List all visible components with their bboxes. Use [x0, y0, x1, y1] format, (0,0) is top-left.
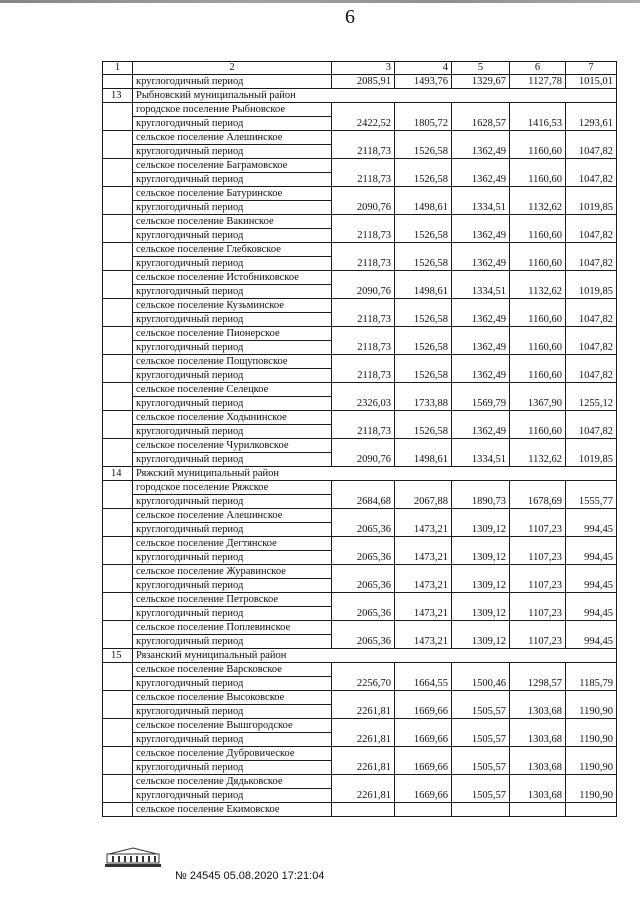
- value-cell: 2065,36: [332, 593, 395, 621]
- settlement-name-row: [103, 803, 617, 817]
- period-label: круглогодичный период: [133, 425, 332, 439]
- document-reference: № 24545 05.08.2020 17:21:04: [175, 870, 325, 882]
- value-cell: 1334,51: [452, 187, 510, 215]
- value-cell: 1526,58: [395, 159, 452, 187]
- value-cell: 1416,53: [510, 103, 566, 131]
- settlement-name-row: [103, 327, 617, 341]
- value-cell: 2326,03: [332, 383, 395, 411]
- settlement-name: сельское поселение Высоковское: [133, 691, 332, 705]
- period-label: круглогодичный период: [133, 257, 332, 271]
- page-number: 6: [345, 6, 355, 28]
- value-cell: 1362,49: [452, 411, 510, 439]
- settlement-name: сельское поселение Алешинское: [133, 131, 332, 145]
- settlement-name-row: [103, 621, 617, 635]
- settlement-name-row: [103, 439, 617, 453]
- value-cell: 2085,91: [332, 75, 395, 89]
- value-cell: 1362,49: [452, 243, 510, 271]
- district-index: 13: [103, 89, 133, 103]
- value-cell: 2261,81: [332, 747, 395, 775]
- value-cell: 1367,90: [510, 383, 566, 411]
- index-spacer: [103, 187, 133, 215]
- value-cell: 1107,23: [510, 593, 566, 621]
- value-cell: 1160,60: [510, 299, 566, 327]
- index-spacer: [103, 159, 133, 187]
- settlement-name: сельское поселение Дядьковское: [133, 775, 332, 789]
- value-cell: 1160,60: [510, 327, 566, 355]
- value-cell: 2256,70: [332, 663, 395, 691]
- index-spacer: [103, 355, 133, 383]
- period-label: круглогодичный период: [133, 495, 332, 509]
- value-cell: 1526,58: [395, 327, 452, 355]
- value-cell: 1669,66: [395, 719, 452, 747]
- district-name: Рыбновский муниципальный район: [133, 89, 617, 103]
- value-cell: 1473,21: [395, 565, 452, 593]
- district-index: 15: [103, 649, 133, 663]
- settlement-name-row: [103, 719, 617, 733]
- index-spacer: [103, 299, 133, 327]
- value-cell: 1309,12: [452, 593, 510, 621]
- index-spacer: [103, 509, 133, 537]
- settlement-name-row: [103, 509, 617, 523]
- value-cell: 1303,68: [510, 775, 566, 803]
- index-spacer: [103, 747, 133, 775]
- value-cell: 1015,01: [566, 75, 617, 89]
- settlement-name: сельское поселение Дубровическое: [133, 747, 332, 761]
- index-spacer: [103, 327, 133, 355]
- value-cell: 1362,49: [452, 131, 510, 159]
- value-cell: 1473,21: [395, 509, 452, 537]
- value-cell: 1190,90: [566, 747, 617, 775]
- value-cell: 1309,12: [452, 509, 510, 537]
- period-label: круглогодичный период: [133, 579, 332, 593]
- district-name: Ряжский муниципальный район: [133, 467, 617, 481]
- scan-edge-line: [0, 0, 640, 3]
- period-label: круглогодичный период: [133, 117, 332, 131]
- period-label: круглогодичный период: [133, 285, 332, 299]
- value-cell: 1107,23: [510, 509, 566, 537]
- district-row: [103, 467, 617, 481]
- value-cell: 1890,73: [452, 481, 510, 509]
- index-spacer: [103, 131, 133, 159]
- value-cell: 2118,73: [332, 215, 395, 243]
- settlement-name: сельское поселение Чурилковское: [133, 439, 332, 453]
- value-cell: 1500,46: [452, 663, 510, 691]
- value-cell: 1303,68: [510, 747, 566, 775]
- settlement-name: сельское поселение Варсковское: [133, 663, 332, 677]
- settlement-name-row: [103, 383, 617, 397]
- value-cell: 1362,49: [452, 299, 510, 327]
- settlement-name: сельское поселение Истобниковское: [133, 271, 332, 285]
- value-cell: 1019,85: [566, 187, 617, 215]
- value-cell: 1505,57: [452, 719, 510, 747]
- value-cell: 1669,66: [395, 691, 452, 719]
- value-cell: 1190,90: [566, 775, 617, 803]
- index-spacer: [103, 411, 133, 439]
- value-cell: 1160,60: [510, 355, 566, 383]
- value-cell: 1362,49: [452, 215, 510, 243]
- value-cell: 1329,67: [452, 75, 510, 89]
- period-label: круглогодичный период: [133, 75, 332, 89]
- value-cell: 1505,57: [452, 747, 510, 775]
- value-cell: 1160,60: [510, 411, 566, 439]
- value-cell: 1555,77: [566, 481, 617, 509]
- emblem-stamp-icon: [104, 846, 162, 868]
- value-cell: 1362,49: [452, 355, 510, 383]
- settlement-name-row: [103, 299, 617, 313]
- value-cell: 1160,60: [510, 243, 566, 271]
- index-spacer: [103, 565, 133, 593]
- settlement-name: сельское поселение Пионерское: [133, 327, 332, 341]
- value-cell: 1664,55: [395, 663, 452, 691]
- value-cell: 1498,61: [395, 187, 452, 215]
- value-cell: 1505,57: [452, 691, 510, 719]
- value-cell: 1047,82: [566, 355, 617, 383]
- index-spacer: [103, 215, 133, 243]
- period-label: круглогодичный период: [133, 201, 332, 215]
- index-spacer: [103, 803, 133, 817]
- settlement-name: городское поселение Ряжское: [133, 481, 332, 495]
- value-cell: 1678,69: [510, 481, 566, 509]
- settlement-name-row: [103, 243, 617, 257]
- value-cell: [332, 803, 395, 817]
- value-cell: 2118,73: [332, 355, 395, 383]
- settlement-name: сельское поселение Петровское: [133, 593, 332, 607]
- value-cell: 2118,73: [332, 327, 395, 355]
- index-spacer: [103, 593, 133, 621]
- value-cell: 1669,66: [395, 747, 452, 775]
- value-cell: 1733,88: [395, 383, 452, 411]
- value-cell: 1019,85: [566, 271, 617, 299]
- settlement-name-row: [103, 663, 617, 677]
- district-row: [103, 89, 617, 103]
- value-cell: 1473,21: [395, 621, 452, 649]
- value-cell: 1526,58: [395, 215, 452, 243]
- settlement-name-row: [103, 159, 617, 173]
- settlement-name: сельское поселение Ходынинское: [133, 411, 332, 425]
- value-cell: 1473,21: [395, 593, 452, 621]
- value-cell: 1362,49: [452, 327, 510, 355]
- column-header: 4: [395, 62, 452, 75]
- index-spacer: [103, 439, 133, 467]
- value-cell: 1047,82: [566, 159, 617, 187]
- settlement-name-row: [103, 775, 617, 789]
- value-cell: 2065,36: [332, 621, 395, 649]
- value-cell: 2261,81: [332, 719, 395, 747]
- settlement-name-row: [103, 131, 617, 145]
- index-spacer: [103, 383, 133, 411]
- value-cell: [566, 803, 617, 817]
- period-label: круглогодичный период: [133, 341, 332, 355]
- period-label: круглогодичный период: [133, 635, 332, 649]
- value-cell: 1362,49: [452, 159, 510, 187]
- column-header: 6: [510, 62, 566, 75]
- value-cell: 1334,51: [452, 271, 510, 299]
- period-label: круглогодичный период: [133, 733, 332, 747]
- value-cell: 1047,82: [566, 411, 617, 439]
- value-cell: 1473,21: [395, 537, 452, 565]
- value-cell: 1047,82: [566, 131, 617, 159]
- settlement-name-row: [103, 187, 617, 201]
- settlement-name: сельское поселение Вакинское: [133, 215, 332, 229]
- value-cell: 1526,58: [395, 243, 452, 271]
- settlement-name: сельское поселение Поплевинское: [133, 621, 332, 635]
- tariff-table: [102, 61, 617, 817]
- settlement-name-row: [103, 411, 617, 425]
- value-cell: 994,45: [566, 565, 617, 593]
- settlement-name: сельское поселение Пощуповское: [133, 355, 332, 369]
- period-label: круглогодичный период: [133, 705, 332, 719]
- settlement-name-row: [103, 355, 617, 369]
- value-cell: 1160,60: [510, 215, 566, 243]
- value-cell: 2065,36: [332, 565, 395, 593]
- value-cell: 1309,12: [452, 621, 510, 649]
- period-label: круглогодичный период: [133, 145, 332, 159]
- period-label: круглогодичный период: [133, 677, 332, 691]
- period-label: круглогодичный период: [133, 369, 332, 383]
- settlement-name: сельское поселение Баграмовское: [133, 159, 332, 173]
- index-spacer: [103, 481, 133, 509]
- value-cell: 1047,82: [566, 299, 617, 327]
- value-cell: 2118,73: [332, 411, 395, 439]
- settlement-name: сельское поселение Журавинское: [133, 565, 332, 579]
- value-cell: 1255,12: [566, 383, 617, 411]
- value-cell: 1303,68: [510, 719, 566, 747]
- settlement-name: сельское поселение Батуринское: [133, 187, 332, 201]
- value-cell: [395, 803, 452, 817]
- index-spacer: [103, 271, 133, 299]
- district-index: 14: [103, 467, 133, 481]
- value-cell: 1309,12: [452, 565, 510, 593]
- value-cell: 1132,62: [510, 187, 566, 215]
- table-row: [103, 75, 617, 89]
- value-cell: 1298,57: [510, 663, 566, 691]
- index-spacer: [103, 691, 133, 719]
- value-cell: 2065,36: [332, 509, 395, 537]
- value-cell: 2090,76: [332, 271, 395, 299]
- value-cell: 1526,58: [395, 355, 452, 383]
- tariff-table-body: [103, 62, 617, 817]
- value-cell: 1293,61: [566, 103, 617, 131]
- settlement-name-row: [103, 481, 617, 495]
- value-cell: 1107,23: [510, 537, 566, 565]
- column-header-row: [103, 62, 617, 75]
- column-header: 2: [133, 62, 332, 75]
- settlement-name: сельское поселение Глебковское: [133, 243, 332, 257]
- period-label: круглогодичный период: [133, 397, 332, 411]
- value-cell: 1107,23: [510, 565, 566, 593]
- settlement-name-row: [103, 565, 617, 579]
- value-cell: 1526,58: [395, 131, 452, 159]
- period-label: круглогодичный период: [133, 229, 332, 243]
- value-cell: 1132,62: [510, 439, 566, 467]
- value-cell: 2067,88: [395, 481, 452, 509]
- value-cell: 2422,52: [332, 103, 395, 131]
- value-cell: 1303,68: [510, 691, 566, 719]
- value-cell: 1669,66: [395, 775, 452, 803]
- index-spacer: [103, 537, 133, 565]
- settlement-name: городское поселение Рыбновское: [133, 103, 332, 117]
- value-cell: 2261,81: [332, 775, 395, 803]
- index-spacer: [103, 663, 133, 691]
- period-label: круглогодичный период: [133, 313, 332, 327]
- value-cell: 1498,61: [395, 271, 452, 299]
- value-cell: 1107,23: [510, 621, 566, 649]
- value-cell: 1160,60: [510, 159, 566, 187]
- index-spacer: [103, 103, 133, 131]
- value-cell: 994,45: [566, 509, 617, 537]
- value-cell: 1047,82: [566, 215, 617, 243]
- value-cell: 994,45: [566, 621, 617, 649]
- settlement-name-row: [103, 537, 617, 551]
- value-cell: 1526,58: [395, 299, 452, 327]
- period-label: круглогодичный период: [133, 789, 332, 803]
- settlement-name-row: [103, 215, 617, 229]
- settlement-name: сельское поселение Дегтянское: [133, 537, 332, 551]
- settlement-name-row: [103, 691, 617, 705]
- value-cell: 1505,57: [452, 775, 510, 803]
- settlement-name-row: [103, 747, 617, 761]
- column-header: 7: [566, 62, 617, 75]
- settlement-name: сельское поселение Кузьминское: [133, 299, 332, 313]
- value-cell: 2684,68: [332, 481, 395, 509]
- value-cell: 1047,82: [566, 243, 617, 271]
- index-spacer: [103, 621, 133, 649]
- value-cell: 1498,61: [395, 439, 452, 467]
- period-label: круглогодичный период: [133, 453, 332, 467]
- column-header: 3: [332, 62, 395, 75]
- value-cell: 1805,72: [395, 103, 452, 131]
- value-cell: 1019,85: [566, 439, 617, 467]
- value-cell: 1190,90: [566, 691, 617, 719]
- value-cell: 2065,36: [332, 537, 395, 565]
- period-label: круглогодичный период: [133, 173, 332, 187]
- value-cell: 2090,76: [332, 439, 395, 467]
- settlement-name-row: [103, 271, 617, 285]
- index-spacer: [103, 719, 133, 747]
- value-cell: 1526,58: [395, 411, 452, 439]
- settlement-name: сельское поселение Вышгородское: [133, 719, 332, 733]
- index-spacer: [103, 243, 133, 271]
- district-row: [103, 649, 617, 663]
- value-cell: 2118,73: [332, 159, 395, 187]
- settlement-name: сельское поселение Селецкое: [133, 383, 332, 397]
- value-cell: [452, 803, 510, 817]
- value-cell: 2118,73: [332, 131, 395, 159]
- value-cell: 1334,51: [452, 439, 510, 467]
- column-header: 5: [452, 62, 510, 75]
- value-cell: 2118,73: [332, 243, 395, 271]
- period-label: круглогодичный период: [133, 523, 332, 537]
- value-cell: 1190,90: [566, 719, 617, 747]
- value-cell: 1132,62: [510, 271, 566, 299]
- value-cell: 1309,12: [452, 537, 510, 565]
- value-cell: 994,45: [566, 593, 617, 621]
- settlement-name-row: [103, 103, 617, 117]
- period-label: круглогодичный период: [133, 761, 332, 775]
- column-header: 1: [103, 62, 133, 75]
- value-cell: 1127,78: [510, 75, 566, 89]
- period-label: круглогодичный период: [133, 551, 332, 565]
- value-cell: 994,45: [566, 537, 617, 565]
- value-cell: [510, 803, 566, 817]
- value-cell: 2090,76: [332, 187, 395, 215]
- district-name: Рязанский муниципальный район: [133, 649, 617, 663]
- settlement-name: сельское поселение Алешинское: [133, 509, 332, 523]
- value-cell: 1569,79: [452, 383, 510, 411]
- settlement-name-row: [103, 593, 617, 607]
- value-cell: 1160,60: [510, 131, 566, 159]
- settlement-name: сельское поселение Екимовское: [133, 803, 332, 817]
- value-cell: 1185,79: [566, 663, 617, 691]
- value-cell: 1493,76: [395, 75, 452, 89]
- value-cell: 2261,81: [332, 691, 395, 719]
- period-label: круглогодичный период: [133, 607, 332, 621]
- value-cell: 1047,82: [566, 327, 617, 355]
- value-cell: 2118,73: [332, 299, 395, 327]
- index-spacer: [103, 775, 133, 803]
- value-cell: 1628,57: [452, 103, 510, 131]
